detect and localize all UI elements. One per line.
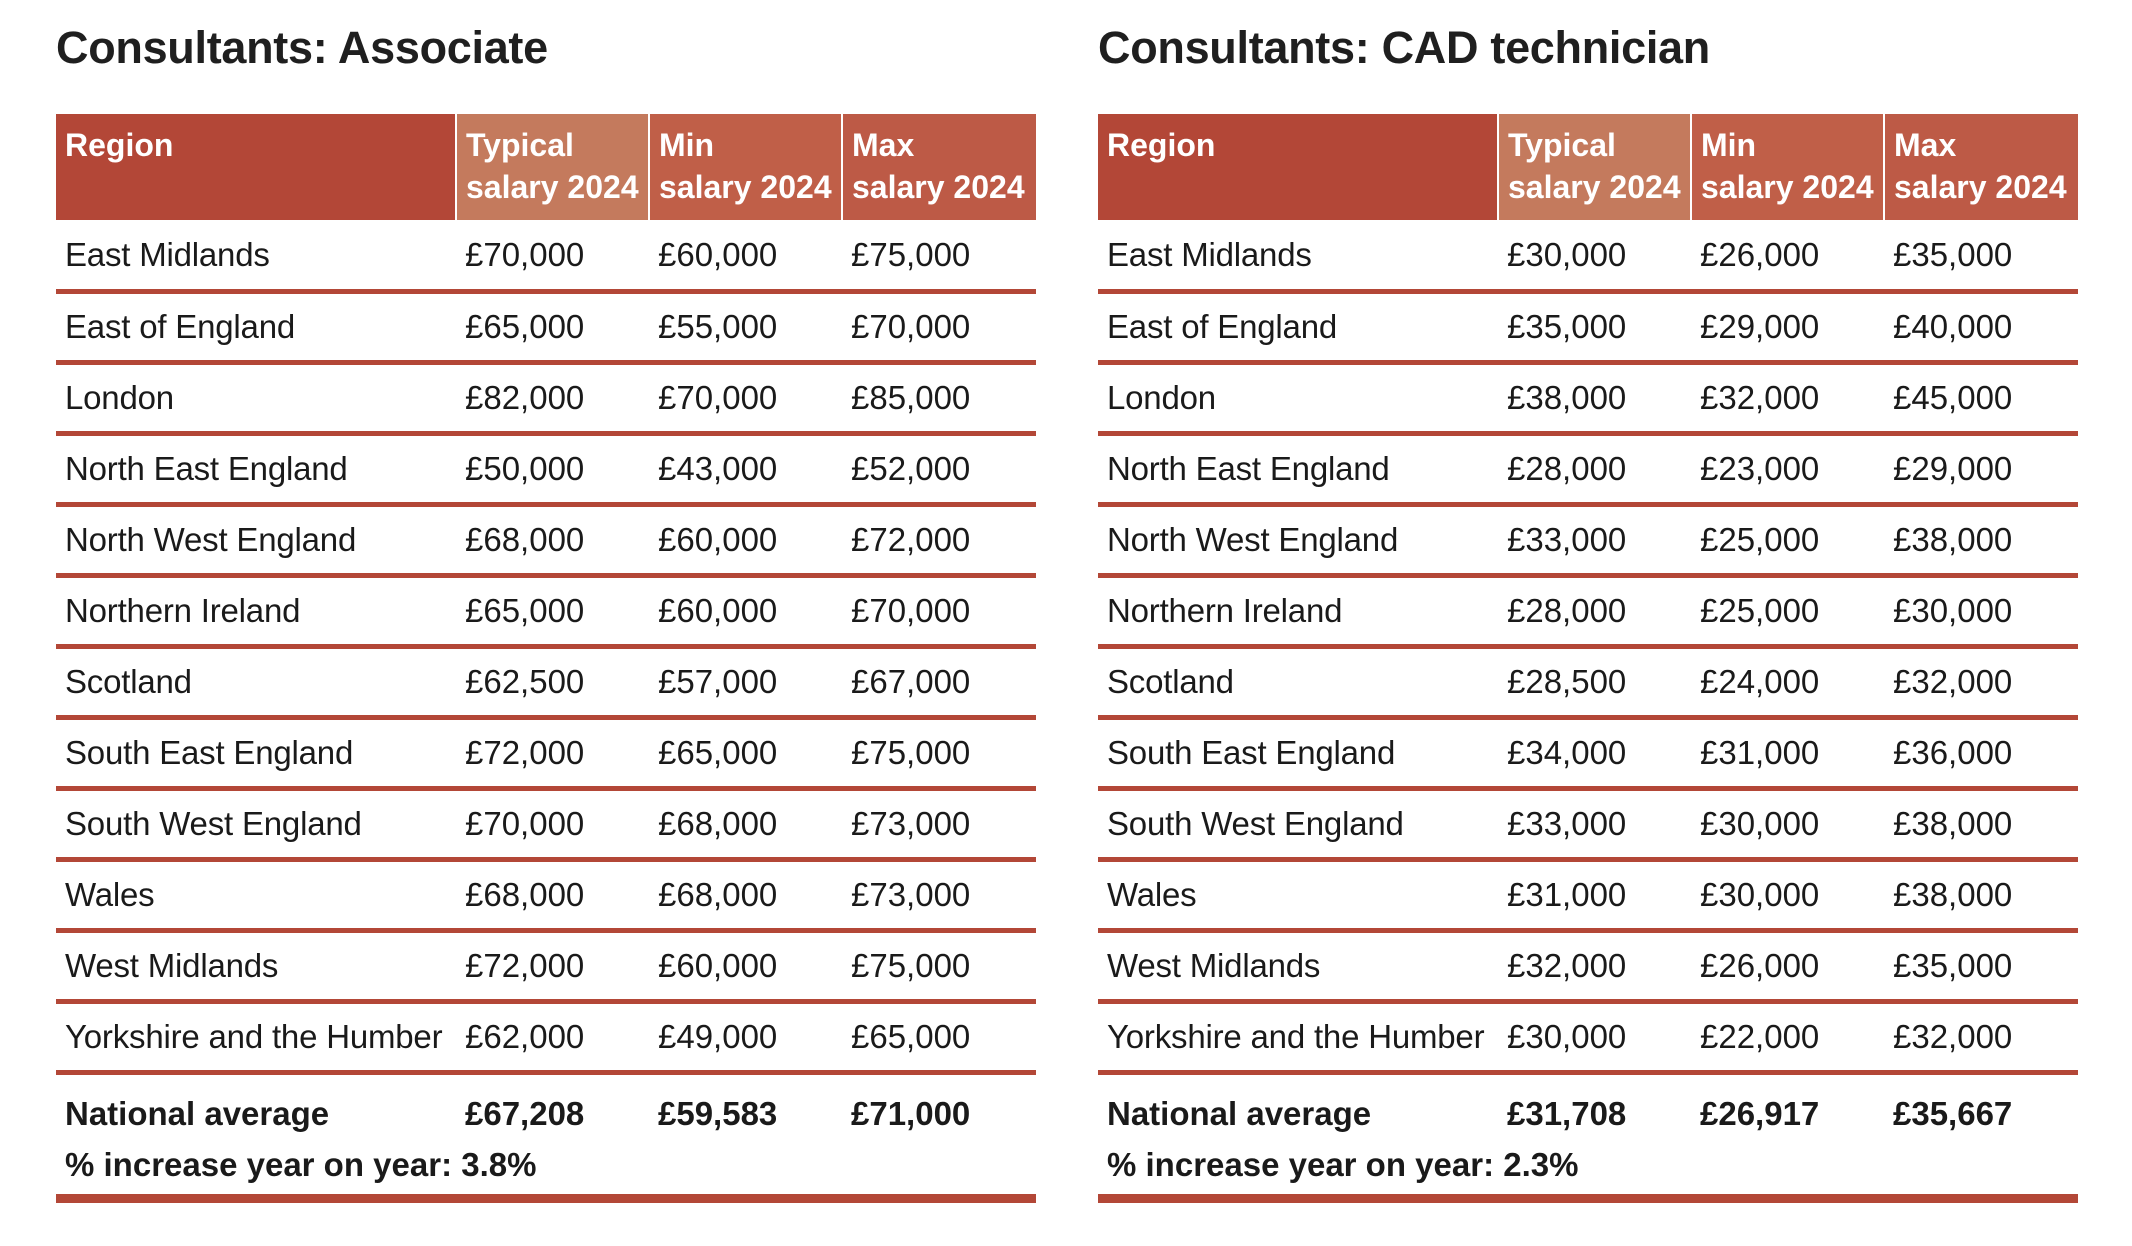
max-salary-cell: £38,000: [1884, 504, 2078, 575]
min-salary-cell: £31,000: [1691, 717, 1884, 788]
table-row: [56, 1001, 1036, 1072]
max-salary-cell: £35,000: [1884, 930, 2078, 1001]
min-salary-cell: £32,000: [1691, 362, 1884, 433]
region-cell: Scotland: [56, 646, 456, 717]
min-salary-cell: £60,000: [649, 504, 842, 575]
salary-table: [1098, 114, 2078, 1203]
max-salary-cell: £38,000: [1884, 788, 2078, 859]
header-max-salary: Max salary 2024: [1884, 114, 2078, 220]
table-row: [1098, 788, 2078, 859]
region-cell: East Midlands: [1098, 220, 1498, 291]
min-salary-cell: £25,000: [1691, 575, 1884, 646]
region-cell: East Midlands: [56, 220, 456, 291]
min-salary-cell: £26,000: [1691, 930, 1884, 1001]
header-min-salary: Min salary 2024: [1691, 114, 1884, 220]
national-average-row: [1098, 1072, 2078, 1136]
table-row: [56, 362, 1036, 433]
typical-salary-cell: £38,000: [1498, 362, 1691, 433]
table-row: [56, 504, 1036, 575]
average-min: £26,917: [1700, 1095, 1820, 1132]
region-cell: East of England: [1098, 291, 1498, 362]
table-row: [56, 859, 1036, 930]
table-row: [56, 930, 1036, 1001]
table-row: [56, 717, 1036, 788]
max-salary-cell: £38,000: [1884, 859, 2078, 930]
min-salary-cell: £23,000: [1691, 433, 1884, 504]
typical-salary-cell: £28,500: [1498, 646, 1691, 717]
min-salary-cell: £68,000: [649, 788, 842, 859]
yoy-increase: % increase year on year: 2.3%: [1098, 1136, 2078, 1198]
table-row: [56, 433, 1036, 504]
typical-salary-cell: £32,000: [1498, 930, 1691, 1001]
max-salary-cell: £30,000: [1884, 575, 2078, 646]
typical-salary-cell: £34,000: [1498, 717, 1691, 788]
typical-salary-cell: £65,000: [456, 291, 649, 362]
region-cell: West Midlands: [56, 930, 456, 1001]
region-cell: West Midlands: [1098, 930, 1498, 1001]
header-row: [56, 114, 1036, 220]
region-cell: London: [1098, 362, 1498, 433]
table-title: Consultants: Associate: [56, 22, 548, 73]
table-row: [1098, 930, 2078, 1001]
max-salary-cell: £73,000: [842, 788, 1036, 859]
yoy-increase-row: [56, 1136, 1036, 1198]
table-title: Consultants: CAD technician: [1098, 22, 1710, 73]
typical-salary-cell: £72,000: [456, 930, 649, 1001]
table-row: [56, 646, 1036, 717]
min-salary-cell: £49,000: [649, 1001, 842, 1072]
table-row: [1098, 646, 2078, 717]
typical-salary-cell: £62,500: [456, 646, 649, 717]
header-max-salary: Max salary 2024: [842, 114, 1036, 220]
table-row: [1098, 504, 2078, 575]
min-salary-cell: £29,000: [1691, 291, 1884, 362]
max-salary-cell: £52,000: [842, 433, 1036, 504]
max-salary-cell: £75,000: [842, 717, 1036, 788]
min-salary-cell: £43,000: [649, 433, 842, 504]
header-row: [1098, 114, 2078, 220]
header-min-salary: Min salary 2024: [649, 114, 842, 220]
region-cell: South East England: [1098, 717, 1498, 788]
max-salary-cell: £73,000: [842, 859, 1036, 930]
yoy-increase: % increase year on year: 3.8%: [56, 1136, 1036, 1198]
typical-salary-cell: £30,000: [1498, 1001, 1691, 1072]
min-salary-cell: £22,000: [1691, 1001, 1884, 1072]
max-salary-cell: £70,000: [842, 575, 1036, 646]
region-cell: Yorkshire and the Humber: [56, 1001, 456, 1072]
salary-table: [56, 114, 1036, 1203]
typical-salary-cell: £68,000: [456, 504, 649, 575]
region-cell: North East England: [1098, 433, 1498, 504]
typical-salary-cell: £33,000: [1498, 504, 1691, 575]
table-row: [1098, 1001, 2078, 1072]
region-cell: Scotland: [1098, 646, 1498, 717]
table-row: [1098, 433, 2078, 504]
min-salary-cell: £68,000: [649, 859, 842, 930]
max-salary-cell: £35,000: [1884, 220, 2078, 291]
typical-salary-cell: £68,000: [456, 859, 649, 930]
typical-salary-cell: £65,000: [456, 575, 649, 646]
table-row: [56, 788, 1036, 859]
region-cell: Northern Ireland: [56, 575, 456, 646]
header-region: Region: [56, 114, 456, 220]
table-row: [56, 291, 1036, 362]
max-salary-cell: £36,000: [1884, 717, 2078, 788]
table-row: [1098, 362, 2078, 433]
header-typical-salary: Typical salary 2024: [1498, 114, 1691, 220]
min-salary-cell: £25,000: [1691, 504, 1884, 575]
min-salary-cell: £30,000: [1691, 859, 1884, 930]
table-row: [1098, 575, 2078, 646]
average-typical: £67,208: [465, 1095, 585, 1132]
table-row: [56, 220, 1036, 291]
table-row: [56, 575, 1036, 646]
national-average-row: [56, 1072, 1036, 1136]
average-label: National average: [65, 1095, 330, 1132]
max-salary-cell: £75,000: [842, 220, 1036, 291]
yoy-increase-row: [1098, 1136, 2078, 1198]
min-salary-cell: £60,000: [649, 220, 842, 291]
associate-panel: [56, 0, 1036, 1184]
region-cell: London: [56, 362, 456, 433]
max-salary-cell: £40,000: [1884, 291, 2078, 362]
region-cell: North West England: [1098, 504, 1498, 575]
table-row: [1098, 717, 2078, 788]
typical-salary-cell: £82,000: [456, 362, 649, 433]
min-salary-cell: £60,000: [649, 930, 842, 1001]
region-cell: North East England: [56, 433, 456, 504]
region-cell: South West England: [1098, 788, 1498, 859]
typical-salary-cell: £33,000: [1498, 788, 1691, 859]
region-cell: South West England: [56, 788, 456, 859]
max-salary-cell: £29,000: [1884, 433, 2078, 504]
typical-salary-cell: £70,000: [456, 220, 649, 291]
max-salary-cell: £45,000: [1884, 362, 2078, 433]
average-max: £71,000: [851, 1095, 971, 1132]
min-salary-cell: £60,000: [649, 575, 842, 646]
max-salary-cell: £70,000: [842, 291, 1036, 362]
typical-salary-cell: £70,000: [456, 788, 649, 859]
table-row: [1098, 291, 2078, 362]
max-salary-cell: £75,000: [842, 930, 1036, 1001]
min-salary-cell: £70,000: [649, 362, 842, 433]
region-cell: South East England: [56, 717, 456, 788]
max-salary-cell: £72,000: [842, 504, 1036, 575]
max-salary-cell: £65,000: [842, 1001, 1036, 1072]
table-row: [1098, 220, 2078, 291]
typical-salary-cell: £31,000: [1498, 859, 1691, 930]
header-region: Region: [1098, 114, 1498, 220]
region-cell: Wales: [1098, 859, 1498, 930]
typical-salary-cell: £28,000: [1498, 575, 1691, 646]
typical-salary-cell: £30,000: [1498, 220, 1691, 291]
min-salary-cell: £30,000: [1691, 788, 1884, 859]
average-typical: £31,708: [1507, 1095, 1627, 1132]
average-label: National average: [1107, 1095, 1372, 1132]
max-salary-cell: £32,000: [1884, 646, 2078, 717]
max-salary-cell: £67,000: [842, 646, 1036, 717]
region-cell: Yorkshire and the Humber: [1098, 1001, 1498, 1072]
max-salary-cell: £32,000: [1884, 1001, 2078, 1072]
typical-salary-cell: £62,000: [456, 1001, 649, 1072]
average-max: £35,667: [1893, 1095, 2013, 1132]
min-salary-cell: £26,000: [1691, 220, 1884, 291]
typical-salary-cell: £35,000: [1498, 291, 1691, 362]
header-typical-salary: Typical salary 2024: [456, 114, 649, 220]
region-cell: East of England: [56, 291, 456, 362]
average-min: £59,583: [658, 1095, 778, 1132]
typical-salary-cell: £28,000: [1498, 433, 1691, 504]
table-row: [1098, 859, 2078, 930]
min-salary-cell: £55,000: [649, 291, 842, 362]
max-salary-cell: £85,000: [842, 362, 1036, 433]
region-cell: Northern Ireland: [1098, 575, 1498, 646]
cad-technician-panel: [1098, 0, 2078, 1184]
min-salary-cell: £24,000: [1691, 646, 1884, 717]
typical-salary-cell: £72,000: [456, 717, 649, 788]
min-salary-cell: £65,000: [649, 717, 842, 788]
min-salary-cell: £57,000: [649, 646, 842, 717]
region-cell: Wales: [56, 859, 456, 930]
region-cell: North West England: [56, 504, 456, 575]
typical-salary-cell: £50,000: [456, 433, 649, 504]
